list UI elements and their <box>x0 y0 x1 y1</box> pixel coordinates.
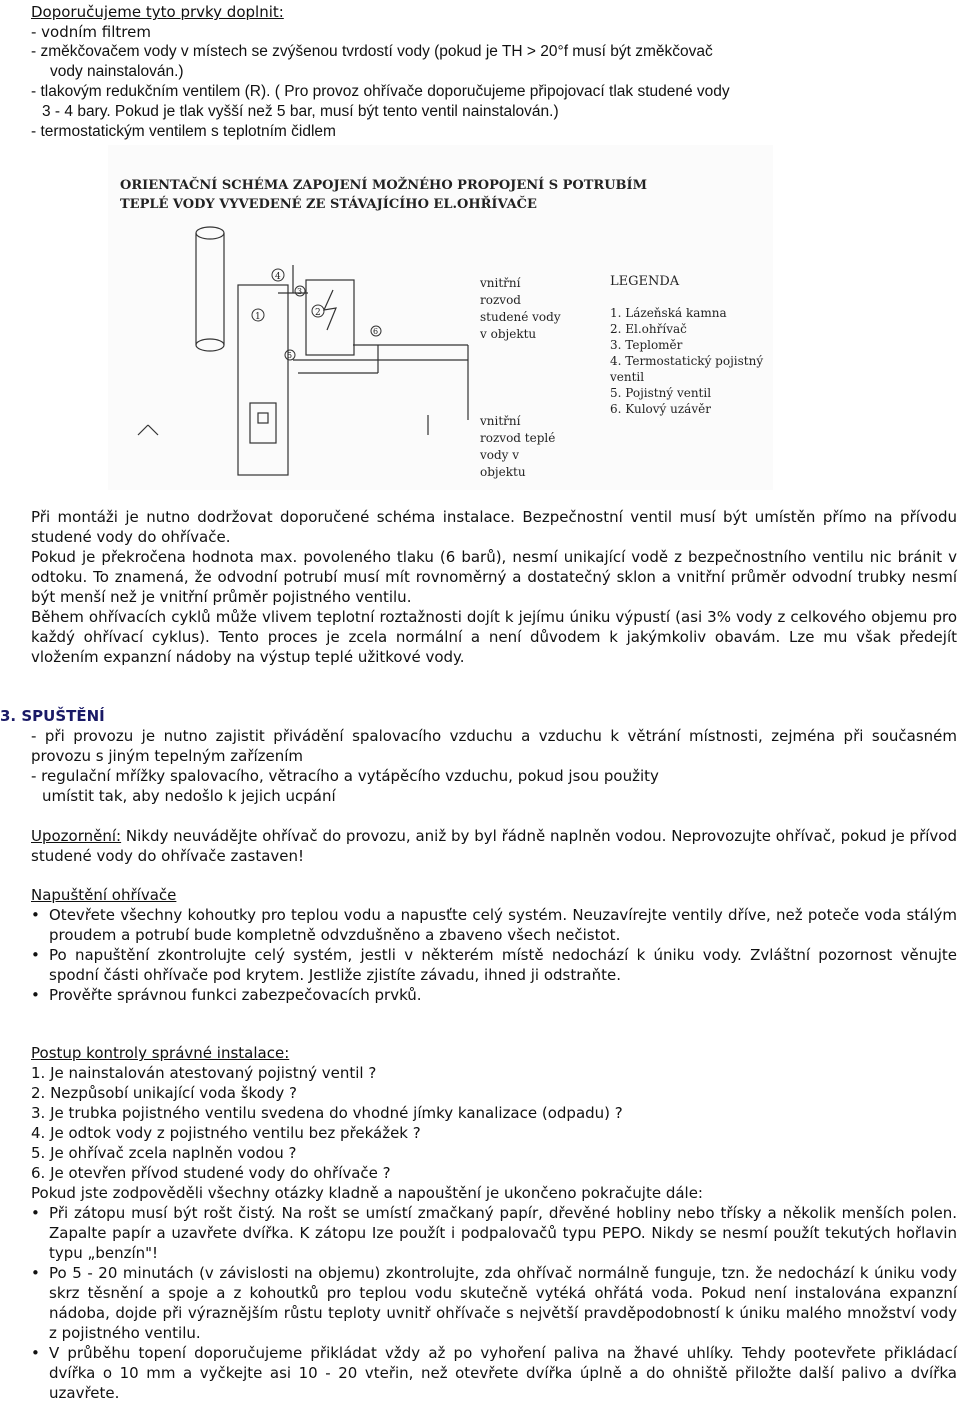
check-item: 2. Nezpůsobí unikající voda škody ? <box>31 1084 298 1102</box>
section-3-line-2: - regulační mřížky spalovacího, větracího a vytápěcího vzduchu, pokud jsou použity <box>31 767 659 785</box>
filling-bullet-text: Otevřete všechny kohoutky pro teplou vodu a napusťte celý systém. Neuzavírejte ventily dříve, než poteče voda stálým proudem a potrubí bude kompletně odvzdušněno a zbaveno všech nečistot. <box>49 906 957 944</box>
intro-item: 3 - 4 bary. Pokud je tlak vyšší než 5 bar, musí být tento ventil nainstalován.) <box>42 103 559 120</box>
filling-heading: Napuštění ohřívače <box>31 886 177 904</box>
installation-paragraph-3: Během ohřívacích cyklů může vlivem teplotní roztažnosti dojít k jejímu úniku výpustí (asi 3% vody z celkového objemu pro každý ohřívací cyklus). Tento proces je zcela normální a není důvodem k jakýmkoliv obavám. Lze mu však předejít vložením expanzní nádoby na výstup teplé užitkové vody. <box>31 608 957 666</box>
check-item: 5. Je ohřívač zcela naplněn vodou ? <box>31 1144 297 1162</box>
section-3-line-1: - při provozu je nutno zajistit přivádění spalovacího vzduchu a vzduchu k větrání místnosti, zejména při současném provozu s jiným tepelným zařízením <box>31 727 957 765</box>
bullet-icon: • <box>31 946 40 964</box>
check-bullet-text: V průběhu topení doporučujeme přikládat vždy až po vyhoření paliva na žhavé uhlíky. Tehdy pootevřete přikládací dvířka o 10 mm a vyčkejte asi 10 - 20 vteřin, než otevřete dvířka úplně a do ohniště přiložte další palivo a dvířka uzavřete. <box>49 1344 957 1402</box>
schematic-title-line2: TEPLÉ VODY VYVEDENÉ ZE STÁVAJÍCÍHO EL.OHŘÍVAČE <box>120 197 537 212</box>
installation-paragraph-1: Při montáži je nutno dodržovat doporučené schéma instalace. Bezpečnostní ventil musí být umístěn přímo na přívodu studené vody do ohřívače. <box>31 508 957 546</box>
check-bullet <box>31 1203 957 1263</box>
intro-item: - vodním filtrem <box>31 23 151 41</box>
legend-item: 3. Teploměr <box>610 338 683 352</box>
legend-item: 5. Pojistný ventil <box>610 386 712 400</box>
filling-bullet <box>31 905 957 945</box>
cold-water-label: rozvod <box>480 293 521 307</box>
legend-item: 6. Kulový uzávěr <box>610 402 711 416</box>
cold-water-label: vnitřní <box>480 276 521 290</box>
filling-bullet-text: Po napuštění zkontrolujte celý systém, jestli v některém místě nedochází k úniku vody. Zvláštní pozornost věnujte spodní části ohřívače pod krytem. Jestliže zjistíte závadu, ihned ji odstraňte. <box>49 946 957 984</box>
intro-item: - změkčovačem vody v místech se zvýšenou tvrdostí vody (pokud je TH > 20°f musí být změkčovač <box>31 43 713 60</box>
marker-2-label: 2 <box>315 308 321 318</box>
check-heading: Postup kontroly správné instalace: <box>31 1044 290 1062</box>
bullet-icon: • <box>31 986 40 1004</box>
schematic-title-line1: ORIENTAČNÍ SCHÉMA ZAPOJENÍ MOŽNÉHO PROPOJENÍ S POTRUBÍM <box>120 178 648 193</box>
hot-water-label: vody v <box>480 448 520 462</box>
check-item: 4. Je odtok vody z pojistného ventilu bez překážek ? <box>31 1124 421 1142</box>
installation-schematic <box>108 145 773 490</box>
filling-bullet-text: Prověřte správnou funkci zabezpečovacích prvků. <box>49 986 422 1004</box>
warning-label: Upozornění: <box>31 827 122 845</box>
marker-3-label: 3 <box>297 287 303 296</box>
legend-item: 4. Termostatický pojistný <box>610 354 764 368</box>
section-3-line-2b: umístit tak, aby nedošlo k jejich ucpání <box>42 787 336 805</box>
bullet-icon: • <box>31 1204 40 1222</box>
check-bullet-text: Po 5 - 20 minutách (v závislosti na objemu) zkontrolujte, zda ohřívač normálně funguje, tzn. že nedochází k úniku vody skrz těsnění a spoje a z kohoutků pro teplou vodu skutečně vytéká ohřátá voda. Pokud není instalována expanzní nádoba, dojde při výraznějším růstu teploty uvnitř ohřívače s největší pravděpodobností k úniku malého množství vody z pojistného ventilu. <box>49 1264 957 1342</box>
check-after: Pokud jste zodpověděli všechny otázky kladně a napouštění je ukončeno pokračujte dále: <box>31 1184 703 1202</box>
marker-6-label: 6 <box>373 327 379 336</box>
filling-bullet <box>31 945 957 985</box>
section-3-heading: 3. SPUŠTĚNÍ <box>0 707 105 725</box>
check-bullet-text: Při zátopu musí být rošt čistý. Na rošt se umístí zmačkaný papír, dřevěné hobliny nebo třísky a několik menších polen. Zapalte papír a uzavřete dvířka. K zátopu Ize použít i podpalovačů typu PEPO. Nikdy se nesmí použít tekutých hořlavin typu „benzín"! <box>49 1204 957 1262</box>
marker-4-label: 4 <box>275 272 281 282</box>
bullet-icon: • <box>31 1344 40 1362</box>
cold-water-label: v objektu <box>480 327 537 341</box>
legend-title: LEGENDA <box>610 274 680 289</box>
marker-5-label: 5 <box>287 351 293 360</box>
check-bullet <box>31 1343 957 1403</box>
check-item: 3. Je trubka pojistného ventilu svedena do vhodné jímky kanalizace (odpadu) ? <box>31 1104 623 1122</box>
recommend-heading: Doporučujeme tyto prvky doplnit: <box>31 3 284 21</box>
intro-item: - termostatickým ventilem s teplotním čidlem <box>31 123 336 140</box>
legend-item: ventil <box>610 370 645 384</box>
intro-item: vody nainstalován.) <box>50 63 184 80</box>
bullet-icon: • <box>31 906 40 924</box>
hot-water-label: vnitřní <box>480 414 521 428</box>
check-item: 1. Je nainstalován atestovaný pojistný ventil ? <box>31 1064 377 1082</box>
filling-bullet <box>31 985 957 1005</box>
check-item: 6. Je otevřen přívod studené vody do ohřívače ? <box>31 1164 391 1182</box>
installation-paragraph-2: Pokud je překročena hodnota max. povoleného tlaku (6 barů), nesmí unikající vodě z bezpečnostního ventilu nic bránit v odtoku. To znamená, že odvodní potrubí musí mít rovnoměrný a dostatečný sklon a vnitřní průměr odvodní trubky nesmí být menší než je vnitřní průměr pojistného ventilu. <box>31 548 957 606</box>
marker-1-label: 1 <box>255 312 261 322</box>
legend-item: 1. Lázeňská kamna <box>610 306 727 320</box>
warning-paragraph <box>31 826 957 866</box>
intro-item: - tlakovým redukčním ventilem (R). ( Pro provoz ohřívače doporučujeme připojovací tlak studené vody <box>31 83 730 100</box>
check-bullet <box>31 1263 957 1343</box>
cold-water-label: studené vody <box>480 310 561 324</box>
warning-text: Nikdy neuvádějte ohřívač do provozu, aniž by byl řádně naplněn vodou. Neprovozujte ohřívač, pokud je přívod studené vody do ohřívače zastaven! <box>31 827 957 865</box>
hot-water-label: objektu <box>480 465 526 479</box>
hot-water-label: rozvod teplé <box>480 431 556 445</box>
bullet-icon: • <box>31 1264 40 1282</box>
legend-item: 2. El.ohřívač <box>610 322 687 336</box>
